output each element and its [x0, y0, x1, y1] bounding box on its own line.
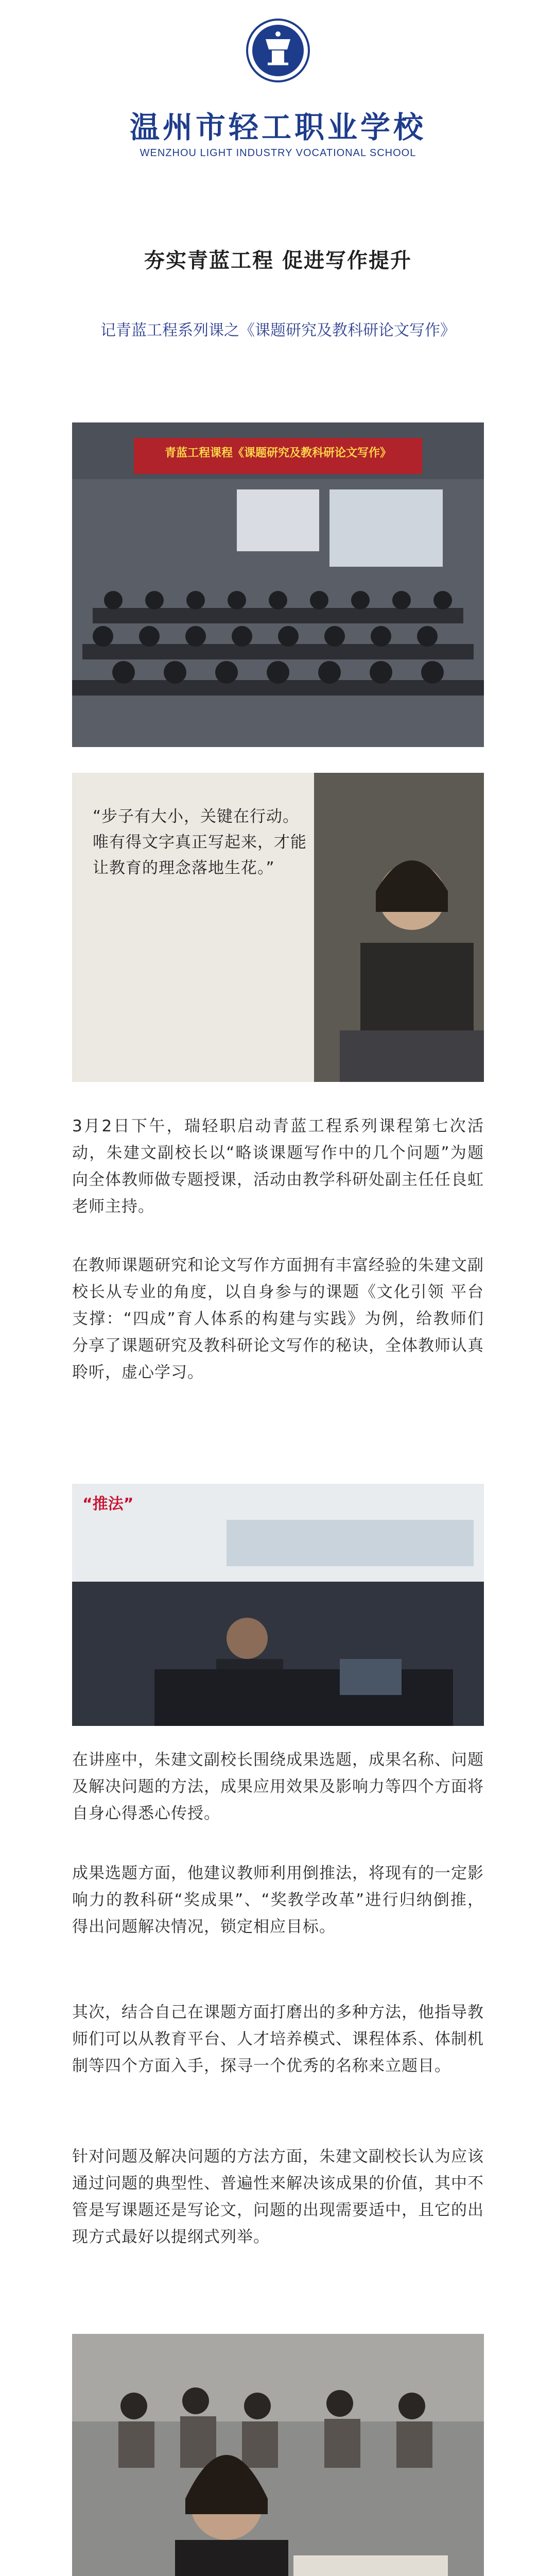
school-name-cn: 温州市轻工职业学校	[129, 110, 426, 145]
slide-text: “推法”	[82, 1495, 134, 1513]
presentation-photo	[72, 1484, 484, 1726]
paragraph-naming: 其次，结合自己在课题方面打磨出的多种方法，他指导教师们可以从教育平台、人才培养模式、课程体系、体制机制等四个方面入手，探寻一个优秀的名称来立题目。	[72, 2003, 484, 2075]
lecture-hall-photo	[72, 422, 484, 747]
lecture-banner-text: 青蓝工程课程《课题研究及教科研论文写作》	[164, 447, 391, 460]
paragraph-topic-selection: 成果选题方面，他建议教师利用倒推法，将现有的一定影响力的教科研“奖成果”、“奖教学改革”进行归纳倒推，得出问题解决情况，锁定相应目标。	[72, 1864, 484, 1936]
audience-photo	[72, 2334, 484, 2576]
paragraph-intro: 3月2日下午，瑞轻职启动青蓝工程系列课程第七次活动，朱建文副校长以“略谈课题写作中的几个问题”为题向全体教师做专题授课，活动由教学科研处副主任任良虹老师主持。	[72, 1117, 484, 1216]
article-subheading: 记青蓝工程系列课之《课题研究及教科研论文写作》	[100, 321, 456, 340]
article-headline: 夯实青蓝工程 促进写作提升	[144, 249, 412, 273]
masthead	[0, 0, 556, 216]
paragraph-background: 在教师课题研究和论文写作方面拥有丰富经验的朱建文副校长从专业的角度，以自身参与的课题《文化引领 平台支撑：“四成”育人体系的构建与实践》为例，给教师们分享了课题研究及教科研论文写作的秘诀，全体教师认真聆听，虚心学习。	[72, 1256, 484, 1382]
quote-text: “步子有大小，关键在行动。唯有得文字真正写起来，才能让教育的理念落地生花。”	[93, 807, 307, 877]
paragraph-problem-solving: 针对问题及解决问题的方法方面，朱建文副校长认为应该通过问题的典型性、普遍性来解决该成果的价值，其中不管是写课题还是写论文，问题的出现需要适中，且它的出现方式最好以提纲式列举。	[72, 2147, 484, 2246]
paragraph-lecture-overview: 在讲座中，朱建文副校长围绕成果选题，成果名称、问题及解决问题的方法，成果应用效果及影响力等四个方面将自身心得悉心传授。	[72, 1751, 484, 1823]
school-emblem-icon	[246, 19, 310, 82]
school-name-en: WENZHOU LIGHT INDUSTRY VOCATIONAL SCHOOL	[140, 147, 416, 159]
